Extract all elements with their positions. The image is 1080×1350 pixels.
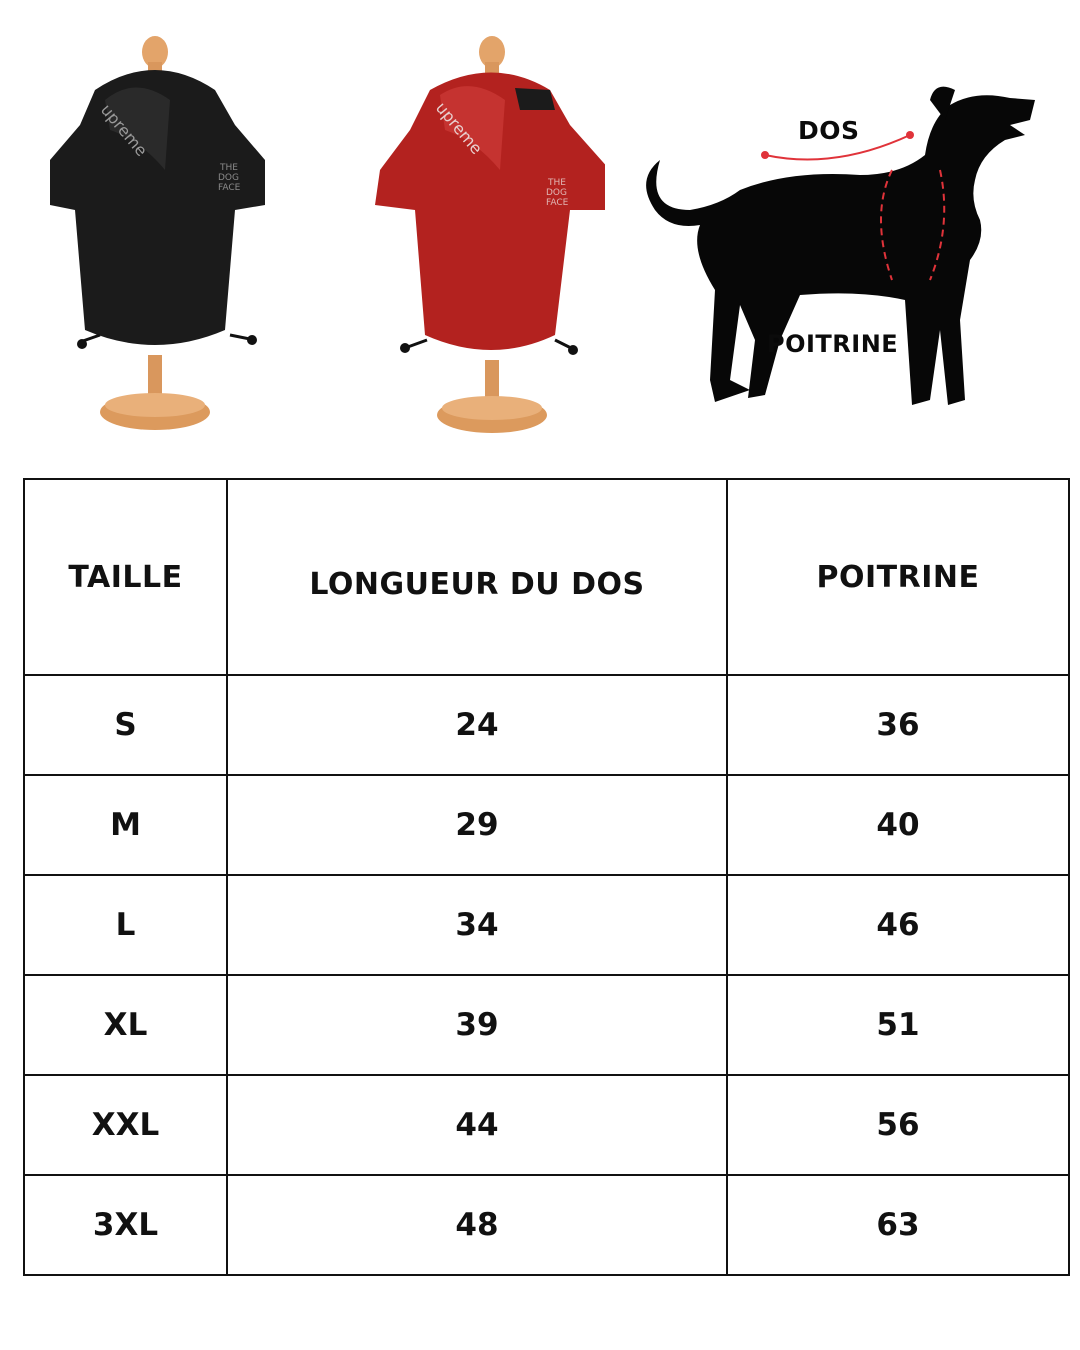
- table-row: [24, 675, 1069, 775]
- chest-cell: 56: [727, 1075, 1069, 1175]
- table-header-row: [24, 479, 1069, 675]
- black-jacket-image: [40, 30, 280, 440]
- table-row: [24, 1075, 1069, 1175]
- chest-cell: 40: [727, 775, 1069, 875]
- size-cell: M: [24, 775, 227, 875]
- chest-cell: 63: [727, 1175, 1069, 1275]
- size-chart-table: [23, 478, 1070, 1276]
- back-length-cell: 48: [227, 1175, 727, 1275]
- chest-measure-label: POITRINE: [767, 330, 899, 358]
- chest-cell: 51: [727, 975, 1069, 1075]
- header-size: TAILLE: [24, 479, 227, 675]
- chest-cell: 36: [727, 675, 1069, 775]
- back-measure-label: DOS: [798, 116, 860, 145]
- size-cell: L: [24, 875, 227, 975]
- red-jacket-image: [365, 30, 605, 440]
- size-cell: 3XL: [24, 1175, 227, 1275]
- header-back-length: LONGUEUR DU DOS: [227, 479, 727, 675]
- svg-text:FACE: FACE: [218, 183, 241, 193]
- svg-text:THE: THE: [548, 178, 566, 188]
- svg-text:DOG: DOG: [546, 188, 567, 198]
- svg-text:THE: THE: [220, 163, 238, 173]
- back-length-cell: 24: [227, 675, 727, 775]
- back-length-cell: 39: [227, 975, 727, 1075]
- size-cell: XXL: [24, 1075, 227, 1175]
- svg-text:FACE: FACE: [546, 198, 569, 208]
- table-row: [24, 975, 1069, 1075]
- back-length-cell: 29: [227, 775, 727, 875]
- table-row: [24, 1175, 1069, 1275]
- table-row: [24, 875, 1069, 975]
- back-length-cell: 44: [227, 1075, 727, 1175]
- table-row: [24, 775, 1069, 875]
- svg-text:upreme: upreme: [96, 100, 152, 160]
- back-length-cell: 34: [227, 875, 727, 975]
- size-cell: XL: [24, 975, 227, 1075]
- header-chest: POITRINE: [727, 479, 1069, 675]
- product-illustrations: [0, 0, 1080, 460]
- svg-text:upreme: upreme: [431, 98, 487, 158]
- svg-text:DOG: DOG: [218, 173, 239, 183]
- size-cell: S: [24, 675, 227, 775]
- chest-cell: 46: [727, 875, 1069, 975]
